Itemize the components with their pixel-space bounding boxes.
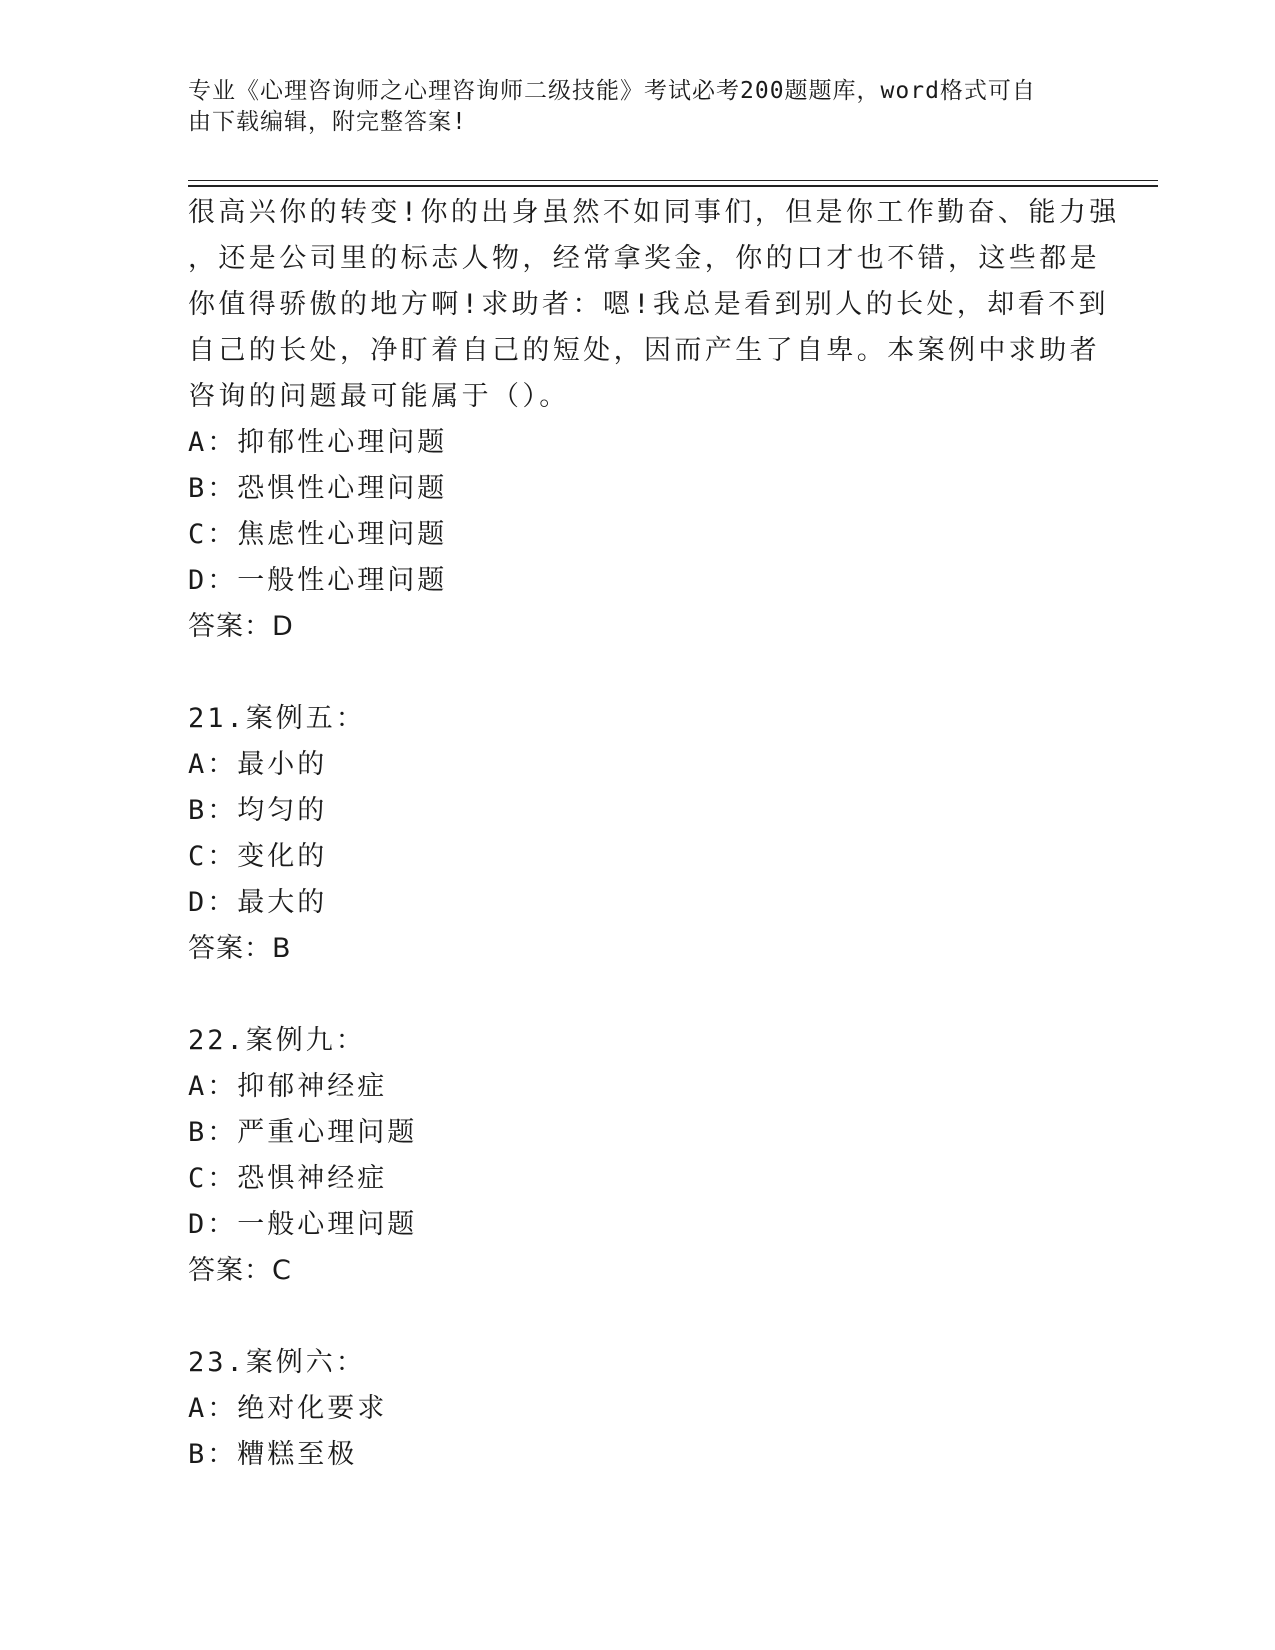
spacer: [188, 972, 1098, 1018]
option-b: B：均匀的: [188, 795, 328, 826]
question-20: [188, 190, 1120, 650]
question-21: [188, 696, 1098, 972]
header-line-2: 由下载编辑，附完整答案!: [188, 109, 467, 135]
option-c: C：变化的: [188, 841, 328, 872]
header-rule-thick: [188, 185, 1158, 187]
option-a: A：抑郁性心理问题: [188, 427, 448, 458]
answer: 答案：D: [188, 611, 294, 642]
stem-line: 很高兴你的转变!你的出身虽然不如同事们，但是你工作勤奋、能力强: [188, 197, 1120, 228]
question-22: [188, 1018, 1098, 1294]
option-a: A：绝对化要求: [188, 1393, 388, 1424]
stem-line: 自己的长处，净盯着自己的短处，因而产生了自卑。本案例中求助者: [188, 335, 1100, 366]
stem-line: 咨询的问题最可能属于（）。: [188, 381, 570, 412]
option-d: D：最大的: [188, 887, 328, 918]
option-a: A：抑郁神经症: [188, 1071, 388, 1102]
question-title: 22.案例九：: [188, 1025, 366, 1056]
option-b: B：糟糕至极: [188, 1439, 358, 1470]
option-b: B：恐惧性心理问题: [188, 473, 448, 504]
option-b: B：严重心理问题: [188, 1117, 418, 1148]
question-list: [188, 190, 1120, 1478]
spacer: [188, 1294, 1098, 1340]
header-line-1: 专业《心理咨询师之心理咨询师二级技能》考试必考200题题库，word格式可自: [188, 78, 1036, 104]
stem-line: 你值得骄傲的地方啊!求助者：嗯!我总是看到别人的长处，却看不到: [188, 289, 1109, 320]
answer: 答案：B: [188, 933, 292, 964]
question-stem: [188, 190, 1120, 420]
spacer: [188, 650, 1098, 696]
question-23: [188, 1340, 1098, 1478]
option-a: A：最小的: [188, 749, 328, 780]
header-rule-thin: [188, 180, 1158, 181]
question-title: 21.案例五：: [188, 703, 366, 734]
answer: 答案：C: [188, 1255, 292, 1286]
question-title: 23.案例六：: [188, 1347, 366, 1378]
option-d: D：一般性心理问题: [188, 565, 448, 596]
option-c: C：焦虑性心理问题: [188, 519, 448, 550]
stem-line: ，还是公司里的标志人物，经常拿奖金，你的口才也不错，这些都是: [188, 243, 1100, 274]
document-header: [188, 76, 1078, 138]
option-c: C：恐惧神经症: [188, 1163, 388, 1194]
option-d: D：一般心理问题: [188, 1209, 418, 1240]
